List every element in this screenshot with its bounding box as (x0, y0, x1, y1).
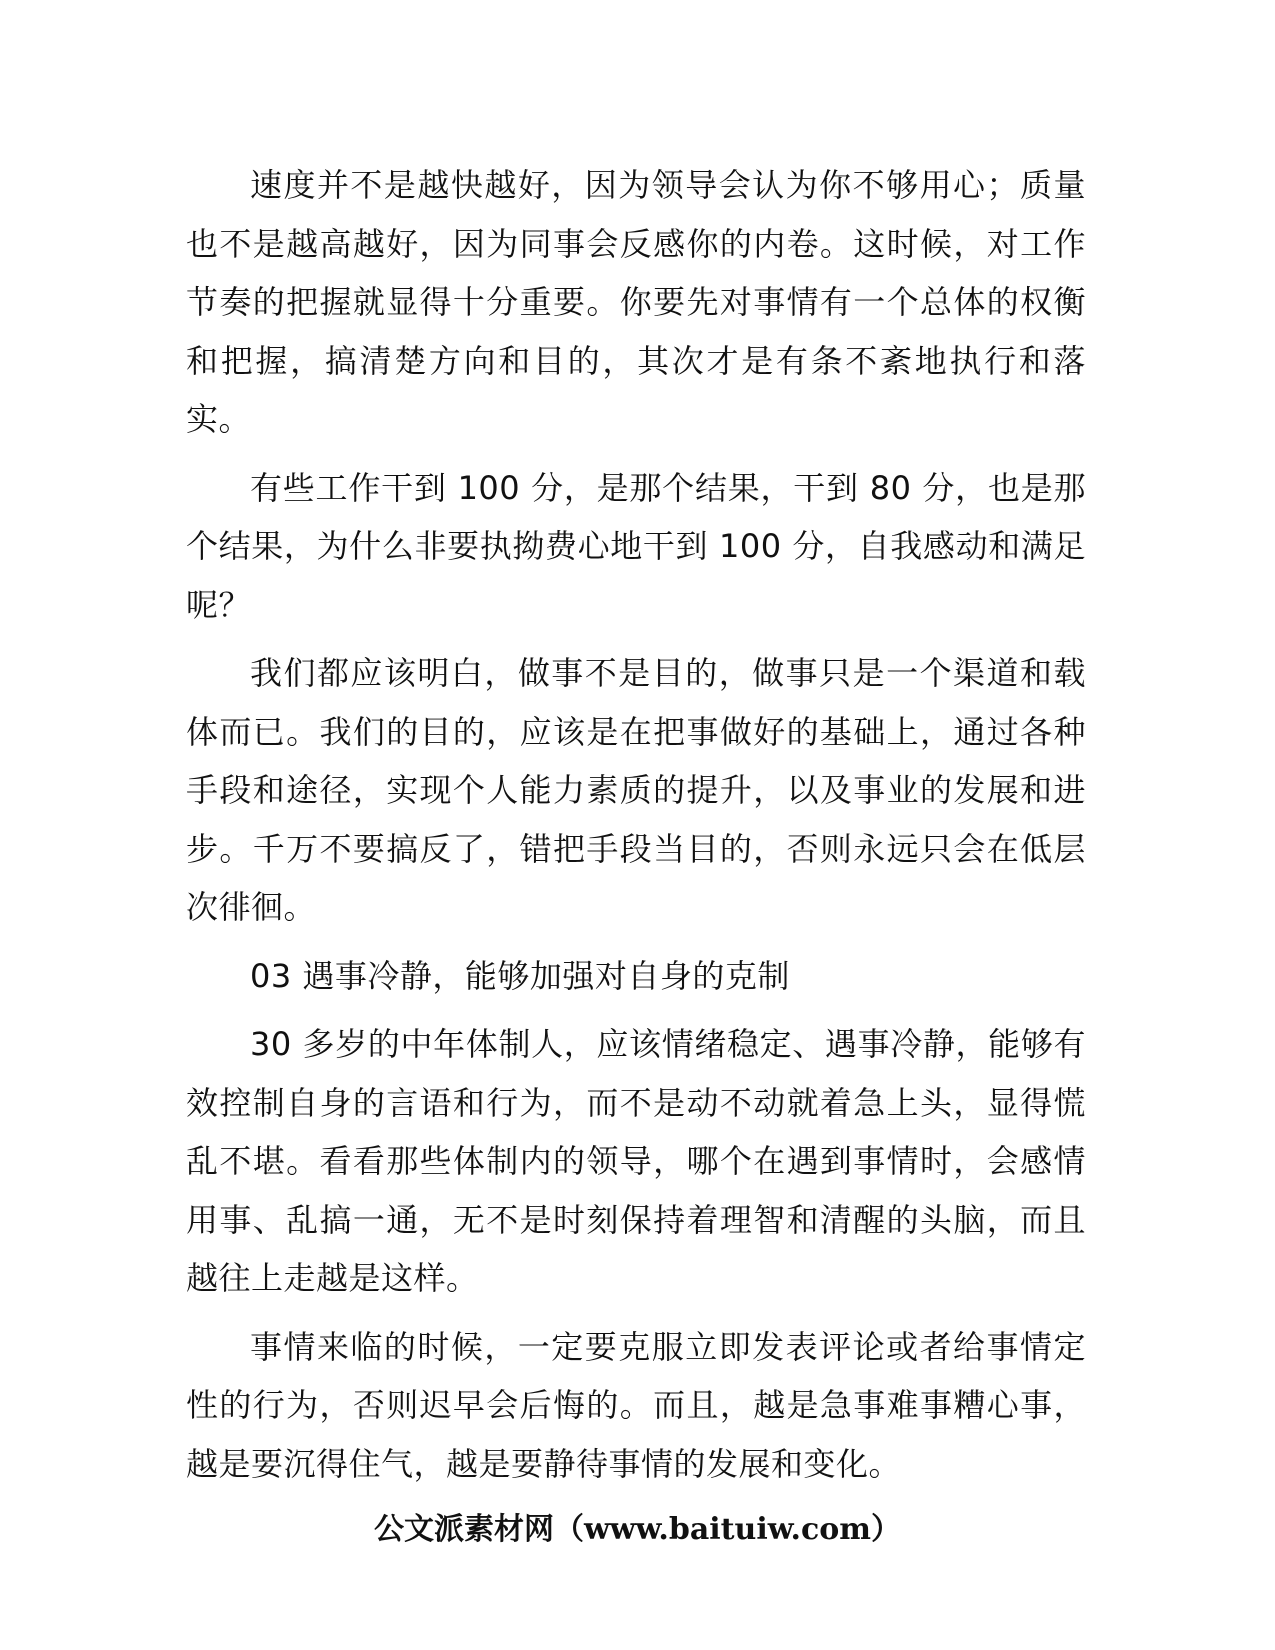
footer-watermark: 公文派素材网（www.baituiw.com） (373, 1512, 902, 1547)
document-body (186, 156, 1086, 1503)
paragraph-100-points: 有些工作干到 100 分，是那个结果，干到 80 分，也是那个结果，为什么非要执拗费心地干到 100 分，自我感动和满足呢？ (186, 468, 1086, 624)
paragraph-work-rhythm: 速度并不是越快越好，因为领导会认为你不够用心；质量也不是越高越好，因为同事会反感你的内卷。这时候，对工作节奏的把握就显得十分重要。你要先对事情有一个总体的权衡和把握，搞清楚方向和目的，其次才是有条不紊地执行和落实。 (186, 166, 1086, 438)
paragraph-self-restraint: 事情来临的时候，一定要克服立即发表评论或者给事情定性的行为，否则迟早会后悔的。而且，越是急事难事糟心事，越是要沉得住气，越是要静待事情的发展和变化。 (186, 1327, 1086, 1483)
section-heading: 03 遇事冷静，能够加强对自身的克制 (250, 956, 790, 995)
paragraph-stay-calm: 30 多岁的中年体制人，应该情绪稳定、遇事冷静，能够有效控制自身的言语和行为，而不是动不动就着急上头，显得慌乱不堪。看看那些体制内的领导，哪个在遇到事情时，会感情用事、乱搞一通，无不是时刻保持着理智和清醒的头脑，而且越往上走越是这样。 (186, 1025, 1086, 1297)
paragraph-purpose: 我们都应该明白，做事不是目的，做事只是一个渠道和载体而已。我们的目的，应该是在把事做好的基础上，通过各种手段和途径，实现个人能力素质的提升，以及事业的发展和进步。千万不要搞反了，错把手段当目的，否则永远只会在低层次徘徊。 (186, 654, 1086, 926)
